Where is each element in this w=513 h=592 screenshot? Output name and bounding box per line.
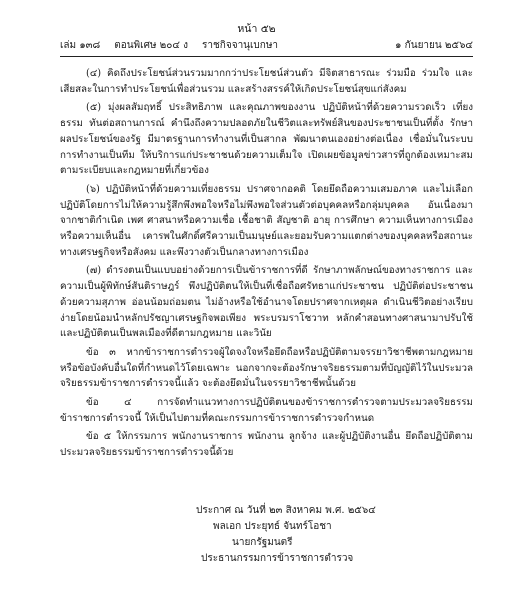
- paragraph-clause-4: (๔) คิดถึงประโยชน์ส่วนรวมมากกว่าประโยชน์ส่วนตัว มีจิตสาธารณะ ร่วมมือ ร่วมใจ และเสียสละในการทำประโยชน์เพื่อส่วนรวม และสร้างสรรค์ให้เกิดประโยชน์สุขแก่สังคม: [60, 68, 473, 95]
- gazette-header: [60, 38, 473, 52]
- paragraph-clause-5: (๕) มุ่งผลสัมฤทธิ์ ประสิทธิภาพ และคุณภาพของงาน ปฏิบัติหน้าที่ด้วยความรวดเร็ว เที่ยงธรรม ทันต่อสถานการณ์ คำนึงถึงความปลอดภัยในชีวิตและทรัพย์สินของประชาชนเป็นที่ตั้ง รักษาผลประโยชน์ของรัฐ มีมาตรฐานการทำงานที่เป็นสากล พัฒนาตนเองอย่างต่อเนื่อง เชื่อมั่นในระบบการทำงานเป็นทีม ให้บริการแก่ประชาชนด้วยความเต็มใจ เปิดเผยข้อมูลข่าวสารที่ถูกต้องเหมาะสมตามระเบียบและกฎหมายที่เกี่ยวข้อง: [60, 102, 473, 177]
- paragraph-article-4: ข้อ ๔ การจัดทำแนวทางการปฏิบัติตนของข้าราชการตำรวจตามประมวลจริยธรรมข้าราชการตำรวจนี้ ให้เป็นไปตามที่คณะกรรมการข้าราชการตำรวจกำหนด: [60, 397, 473, 424]
- publication-name: ราชกิจจานุเบกษา: [202, 40, 279, 51]
- volume-label: เล่ม ๑๓๘: [60, 40, 101, 51]
- paragraph-clause-7: (๗) ดำรงตนเป็นแบบอย่างด้วยการเป็นข้าราชการที่ดี รักษาภาพลักษณ์ของทางราชการ และความเป็นผู้พิทักษ์สันติราษฎร์ พึงปฏิบัติตนให้เป็นที่เชื่อถือศรัทธาแก่ประชาชน ปฏิบัติต่อประชาชนด้วยความสุภาพ อ่อนน้อมถ่อมตน ไม่อ้างหรือใช้อำนาจโดยปราศจากเหตุผล ดำเนินชีวิตอย่างเรียบง่ายโดยน้อมนำหลักปรัชญาเศรษฐกิจพอเพียง พระบรมราโชวาท หลักคำสอนทางศาสนามาปรับใช้ และปฏิบัติตนเป็นพลเมืองที่ดีตามกฎหมาย และวินัย: [60, 265, 473, 340]
- signatory-title: นายกรัฐมนตรี: [232, 537, 293, 548]
- announcement-date: ประกาศ ณ วันที่ ๒๓ สิงหาคม พ.ศ. ๒๕๖๔: [196, 505, 376, 516]
- issue-label: ตอนพิเศษ ๒๐๔ ง: [114, 40, 189, 51]
- signatory-name: พลเอก ประยุทธ์ จันทร์โอชา: [213, 521, 332, 532]
- document-body: [60, 66, 473, 464]
- page-number: หน้า ๕๒: [237, 23, 276, 35]
- gazette-header-left: [60, 38, 278, 52]
- publication-date: ๑ กันยายน ๒๕๖๔: [395, 40, 473, 51]
- signature-block: [0, 503, 513, 567]
- header-divider: [60, 56, 473, 57]
- signatory-position: ประธานกรรมการข้าราชการตำรวจ: [201, 553, 354, 564]
- paragraph-article-5: ข้อ ๕ ให้กรรมการ พนักงานราชการ พนักงาน ลูกจ้าง และผู้ปฏิบัติงานอื่น ยึดถือปฏิบัติตามประมวลจริยธรรมข้าราชการตำรวจนี้ด้วย: [60, 431, 473, 459]
- paragraph-article-3: ข้อ ๓ หากข้าราชการตำรวจผู้ใดจงใจหรือยึดถือหรือปฏิบัติตามจรรยาวิชาชีพตามกฎหมายหรือข้อบังคับอื่นใดที่กำหนดไว้โดยเฉพาะ นอกจากจะต้องรักษาจริยธรรมตามที่บัญญัติไว้ในประมวลจริยธรรมข้าราชการตำรวจนี้แล้ว จะต้องยึดมั่นในจรรยาวิชาชีพนั้นด้วย: [60, 346, 473, 390]
- paragraph-clause-6: (๖) ปฏิบัติหน้าที่ด้วยความเที่ยงธรรม ปราศจากอคติ โดยยึดถือความเสมอภาค และไม่เลือกปฏิบัติโดยการไม่ให้ความรู้สึกพึงพอใจหรือไม่พึงพอใจส่วนตัวต่อบุคคลหรือกลุ่มบุคคล อันเนื่องมาจากชาติกำเนิด เพศ ศาสนาหรือความเชื่อ เชื้อชาติ สัญชาติ อายุ การศึกษา ความเห็นทางการเมืองหรือความเห็นอื่น เคารพในศักดิ์ศรีความเป็นมนุษย์และยอมรับความแตกต่างของบุคคลหรือสถานะทางเศรษฐกิจหรือสังคม และพึงวางตัวเป็นกลางทางการเมือง: [60, 183, 473, 258]
